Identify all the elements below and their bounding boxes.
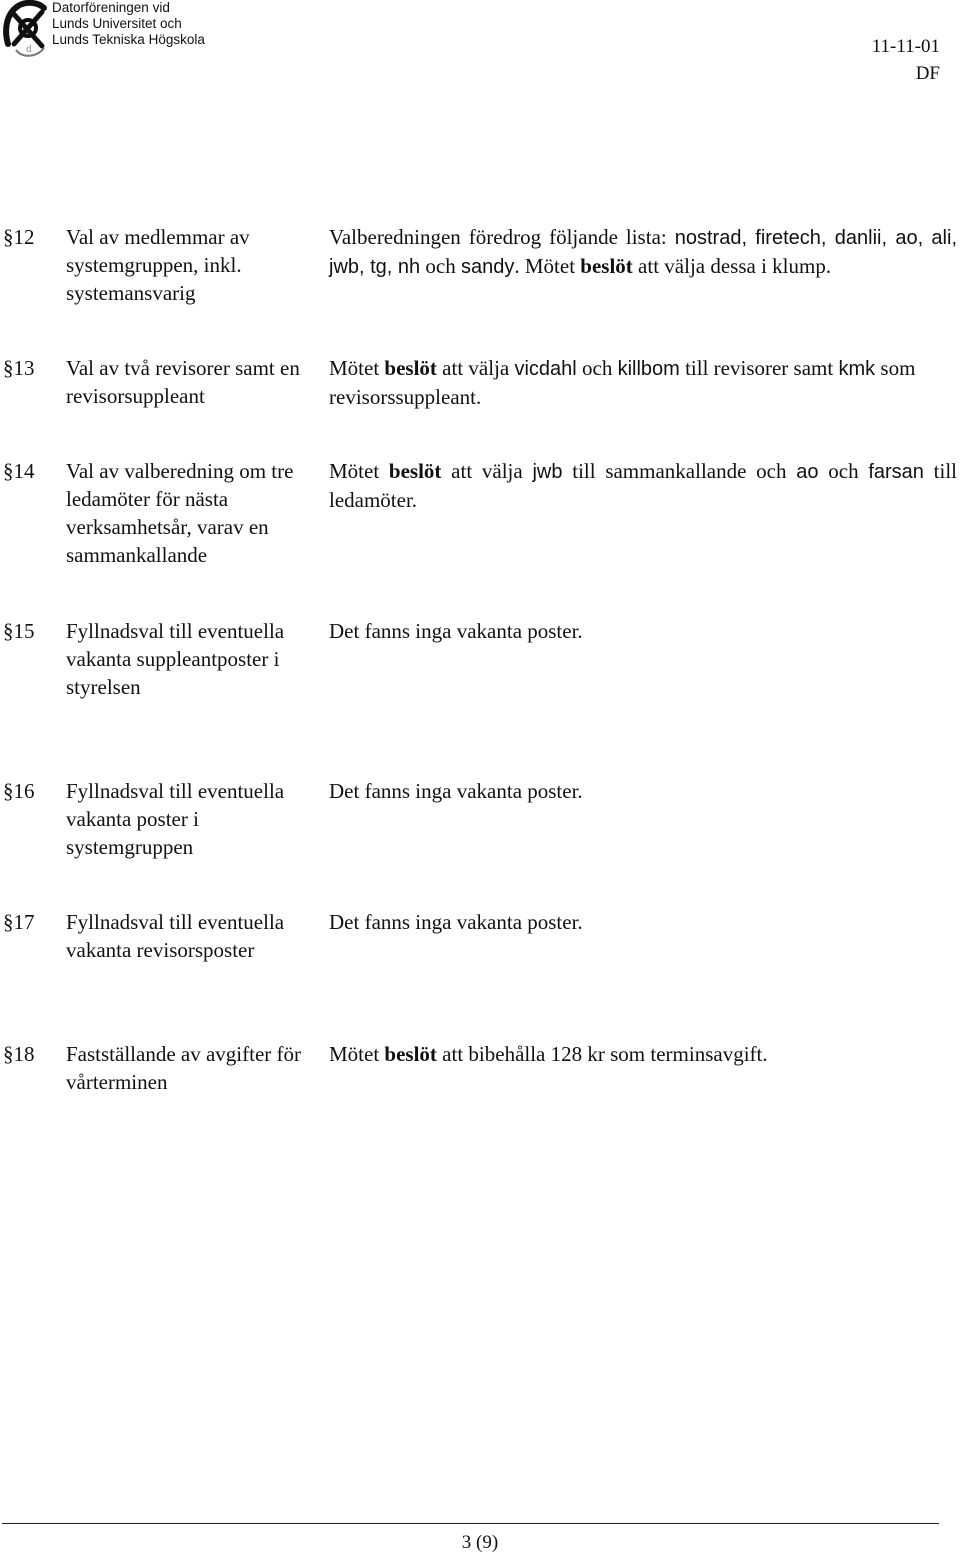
organization-logo <box>2 0 252 62</box>
body-text-segment: . Mötet <box>514 254 581 278</box>
svg-text:d: d <box>26 45 32 55</box>
document-date: 11-11-01 <box>871 36 940 57</box>
agenda-item-body <box>329 908 957 936</box>
decision-keyword: beslöt <box>384 1042 437 1066</box>
df-logo-icon <box>2 0 54 60</box>
agenda-item-title: Fyllnadsval till eventuella vakanta revisorsposter <box>66 910 285 962</box>
agenda-item-body <box>329 354 957 411</box>
agenda-item-title: Fyllnadsval till eventuella vakanta suppleantposter i styrelsen <box>66 619 285 699</box>
body-text-segment: Det fanns inga vakanta poster. <box>329 779 583 803</box>
member-handle: farsan <box>868 461 924 483</box>
body-text-segment: och <box>818 459 869 483</box>
body-text-segment: att välja <box>436 356 515 380</box>
agenda-item-title: Val av två revisorer samt en revisorsuppleant <box>66 356 300 408</box>
agenda-item-number: §17 <box>3 910 35 934</box>
body-text-segment: Valberedningen föredrog följande lista: <box>329 225 675 249</box>
agenda-item-number: §14 <box>3 459 35 483</box>
body-text-segment: att välja dessa i klump. <box>632 254 832 278</box>
body-text-segment: till sammankallande och <box>562 459 797 483</box>
body-text-segment: Det fanns inga vakanta poster. <box>329 910 583 934</box>
member-handle: ao <box>796 461 819 483</box>
page-number: 3 (9) <box>461 1532 499 1553</box>
agenda-item-number: §18 <box>3 1042 35 1066</box>
agenda-item-title: Fyllnadsval till eventuella vakanta poster i systemgruppen <box>66 779 285 859</box>
agenda-item-body <box>329 457 957 514</box>
body-text-segment: att bibehålla 128 kr som terminsavgift. <box>436 1042 768 1066</box>
agenda-item-title: Fastställande av avgifter för vårterminen <box>66 1042 301 1094</box>
decision-keyword: beslöt <box>580 254 633 278</box>
organization-name-line: Lunds Universitet och <box>52 16 182 31</box>
member-handle: kmk <box>838 358 876 380</box>
decision-keyword: beslöt <box>388 459 442 483</box>
agenda-item-number: §16 <box>3 779 35 803</box>
body-text-segment: som revisorssuppleant. <box>329 356 916 409</box>
member-handle: sandy <box>461 256 515 278</box>
body-text-segment: Mötet <box>329 356 385 380</box>
member-handle: vicdahl <box>514 358 577 380</box>
agenda-item-body <box>329 777 957 805</box>
agenda-item-number: §12 <box>3 225 35 249</box>
body-text-segment: att välja <box>441 459 533 483</box>
organization-name-line: Datorföreningen vid <box>52 0 170 15</box>
document-initials: DF <box>915 63 940 84</box>
agenda-item-body <box>329 223 957 281</box>
agenda-item-title: Val av valberedning om tre ledamöter för nästa verksamhetsår, varav en sammankallande <box>66 459 294 567</box>
agenda-item-body <box>329 1040 957 1068</box>
member-handle: killbom <box>617 358 680 380</box>
member-handle: nostrad, firetech, danlii, ao, ali, jwb, tg, nh <box>329 227 958 278</box>
body-text-segment: Mötet <box>329 459 389 483</box>
agenda-item-number: §13 <box>3 356 35 380</box>
body-text-segment: och <box>576 356 618 380</box>
agenda-item-body <box>329 617 957 645</box>
body-text-segment: och <box>420 254 461 278</box>
agenda-item-number: §15 <box>3 619 35 643</box>
decision-keyword: beslöt <box>384 356 437 380</box>
body-text-segment: till revisorer samt <box>679 356 839 380</box>
organization-name <box>52 0 205 48</box>
body-text-segment: till ledamöter. <box>329 459 957 512</box>
footer-divider <box>2 1523 939 1524</box>
organization-name-line: Lunds Tekniska Högskola <box>52 32 205 47</box>
agenda-item-title: Val av medlemmar av systemgruppen, inkl. systemansvarig <box>66 225 250 305</box>
document-meta <box>872 33 940 87</box>
member-handle: jwb <box>532 461 563 483</box>
body-text-segment: Mötet <box>329 1042 385 1066</box>
body-text-segment: Det fanns inga vakanta poster. <box>329 619 583 643</box>
